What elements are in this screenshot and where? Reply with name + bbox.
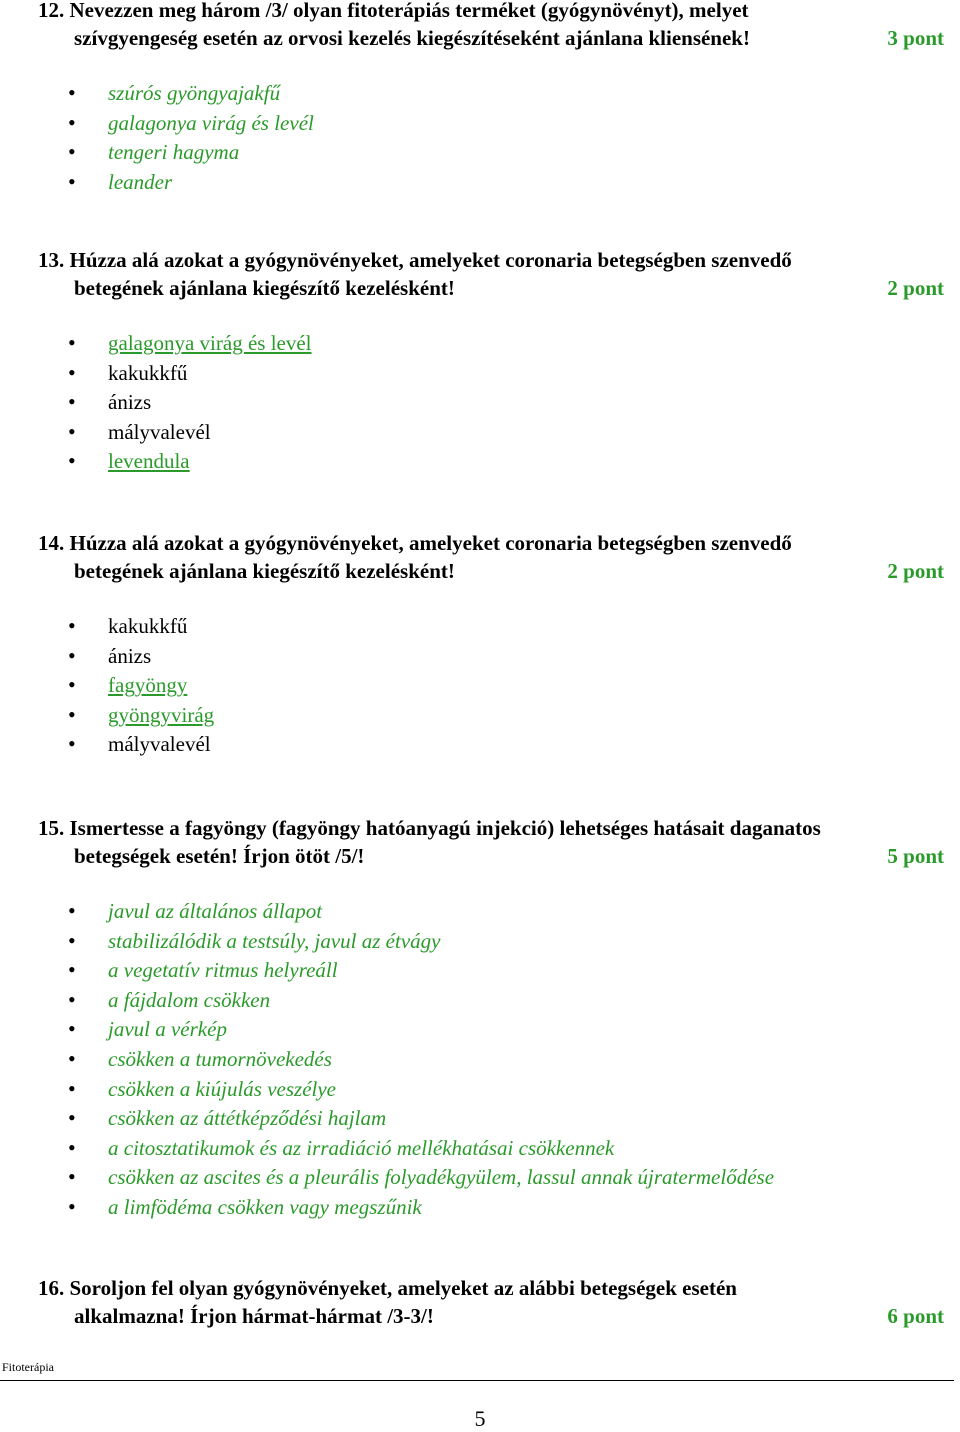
bullet-icon: • <box>68 672 76 698</box>
question-text-line-1: Soroljon fel olyan gyógynövényeket, amelyeket az alábbi betegségek esetén <box>69 1276 737 1300</box>
answer-option: kakukkfű <box>108 360 188 385</box>
bullet-icon: • <box>68 1075 76 1101</box>
list-item <box>0 1103 960 1133</box>
bullet-icon: • <box>68 418 76 444</box>
points-label: 2 pont <box>887 276 944 300</box>
list-item <box>0 1133 960 1163</box>
answer-option: a limfödéma csökken vagy megszűnik <box>108 1195 422 1219</box>
answer-option: a fájdalom csökken <box>108 987 271 1012</box>
list-item <box>0 417 960 447</box>
list-item <box>0 670 960 700</box>
question-text-line-2: alkalmazna! Írjon hármat-hármat /3-3/! <box>74 1304 434 1328</box>
question-line-2 <box>74 842 952 870</box>
bullet-icon: • <box>68 701 76 727</box>
list-item <box>0 108 960 138</box>
bullet-icon: • <box>68 359 76 385</box>
bullet-icon: • <box>68 389 76 415</box>
question-line-1 <box>38 529 952 557</box>
bullet-icon: • <box>68 168 76 194</box>
list-item <box>0 1044 960 1074</box>
answer-option: galagonya virág és levél <box>108 331 312 355</box>
question-number: 15. <box>38 816 65 840</box>
answer-option: javul a vérkép <box>108 1017 227 1042</box>
page-number: 5 <box>474 1406 486 1431</box>
question-line-1 <box>38 1274 952 1302</box>
question-text-line-2: szívgyengeség esetén az orvosi kezelés kiegészítéseként ajánlana kliensének! <box>74 26 750 50</box>
points-label: 2 pont <box>887 559 944 583</box>
answer-option: stabilizálódik a testsúly, javul az étvágy <box>108 928 441 953</box>
list-item <box>0 358 960 388</box>
question-number: 14. <box>38 531 65 555</box>
question-text-line-2: betegségek esetén! Írjon ötöt /5/! <box>74 844 365 868</box>
points-label: 6 pont <box>887 1304 944 1328</box>
question-line-1 <box>38 0 952 24</box>
answer-option: kakukkfű <box>108 614 188 638</box>
footer-label: Fitoterápia <box>2 1360 54 1374</box>
list-item <box>0 446 960 476</box>
answer-option: javul az általános állapot <box>108 899 323 923</box>
answer-option: mályvalevél <box>108 732 211 757</box>
bullet-icon: • <box>68 80 76 105</box>
question-line-2 <box>74 274 952 302</box>
question-line-2 <box>74 557 952 585</box>
list-item <box>0 137 960 167</box>
answer-option: csökken az ascites és a pleurális folyadékgyülem, lassul annak újratermelődése <box>108 1165 775 1190</box>
question-text-line-1: Ismertesse a fagyöngy (fagyöngy hatóanyagú injekció) lehetséges hatásait daganatos <box>69 816 821 840</box>
answer-option: a vegetatív ritmus helyreáll <box>108 958 338 983</box>
points-label: 3 pont <box>887 26 944 50</box>
bullet-icon: • <box>68 642 76 668</box>
question-line-2 <box>74 24 952 52</box>
answer-option: mályvalevél <box>108 419 211 444</box>
list-item <box>0 167 960 197</box>
answer-option: csökken az áttétképződési hajlam <box>108 1106 387 1131</box>
bullet-icon: • <box>68 1194 76 1219</box>
list-item <box>0 926 960 956</box>
list-item <box>0 1192 960 1222</box>
list-item <box>0 1074 960 1104</box>
answer-option: ánizs <box>108 390 152 415</box>
bullet-icon: • <box>68 330 76 355</box>
question-number: 12. <box>38 0 65 22</box>
bullet-icon: • <box>68 1164 76 1190</box>
answer-option: ánizs <box>108 643 152 668</box>
bullet-icon: • <box>68 1046 76 1071</box>
answer-option: levendula <box>108 449 190 474</box>
bullet-icon: • <box>68 139 76 165</box>
answer-option: szúrós gyöngyajakfű <box>108 81 281 105</box>
list-item <box>0 700 960 730</box>
bullet-icon: • <box>68 109 76 135</box>
question-text-line-1: Nevezzen meg három /3/ olyan fitoterápiás terméket (gyógynövényt), melyet <box>69 0 749 22</box>
bullet-icon: • <box>68 731 76 757</box>
question-line-1 <box>38 246 952 274</box>
bullet-icon: • <box>68 898 76 923</box>
list-item <box>0 955 960 985</box>
bullet-icon: • <box>68 1105 76 1131</box>
answer-option: tengeri hagyma <box>108 140 240 165</box>
answer-option: csökken a kiújulás veszélye <box>108 1076 336 1101</box>
list-item <box>0 387 960 417</box>
question-line-1 <box>38 814 952 842</box>
answer-option: a citosztatikumok és az irradiáció mellékhatásai csökkennek <box>108 1135 615 1160</box>
question-text-line-2: betegének ajánlana kiegészítő kezelésként! <box>74 559 455 583</box>
bullet-icon: • <box>68 1016 76 1042</box>
question-number: 16. <box>38 1276 65 1300</box>
list-item <box>0 78 960 108</box>
footer-divider <box>0 1380 954 1381</box>
bullet-icon: • <box>68 927 76 953</box>
answer-option: fagyöngy <box>108 673 188 698</box>
answer-option: gyöngyvirág <box>108 702 215 727</box>
question-number: 13. <box>38 248 65 272</box>
answer-option: leander <box>108 169 173 194</box>
answer-option: galagonya virág és levél <box>108 110 314 135</box>
question-text-line-1: Húzza alá azokat a gyógynövényeket, amelyeket coronaria betegségben szenvedő <box>69 248 792 272</box>
list-item <box>0 729 960 759</box>
list-item <box>0 641 960 671</box>
points-label: 5 pont <box>887 844 944 868</box>
list-item <box>0 611 960 641</box>
question-line-2 <box>74 1302 952 1330</box>
question-text-line-1: Húzza alá azokat a gyógynövényeket, amelyeket coronaria betegségben szenvedő <box>69 531 792 555</box>
bullet-icon: • <box>68 986 76 1012</box>
bullet-icon: • <box>68 448 76 474</box>
list-item <box>0 896 960 926</box>
bullet-icon: • <box>68 1134 76 1160</box>
list-item <box>0 1014 960 1044</box>
question-text-line-2: betegének ajánlana kiegészítő kezelésként! <box>74 276 455 300</box>
answer-option: csökken a tumornövekedés <box>108 1047 332 1071</box>
bullet-icon: • <box>68 613 76 638</box>
list-item <box>0 985 960 1015</box>
bullet-icon: • <box>68 957 76 983</box>
list-item <box>0 1162 960 1192</box>
list-item <box>0 328 960 358</box>
